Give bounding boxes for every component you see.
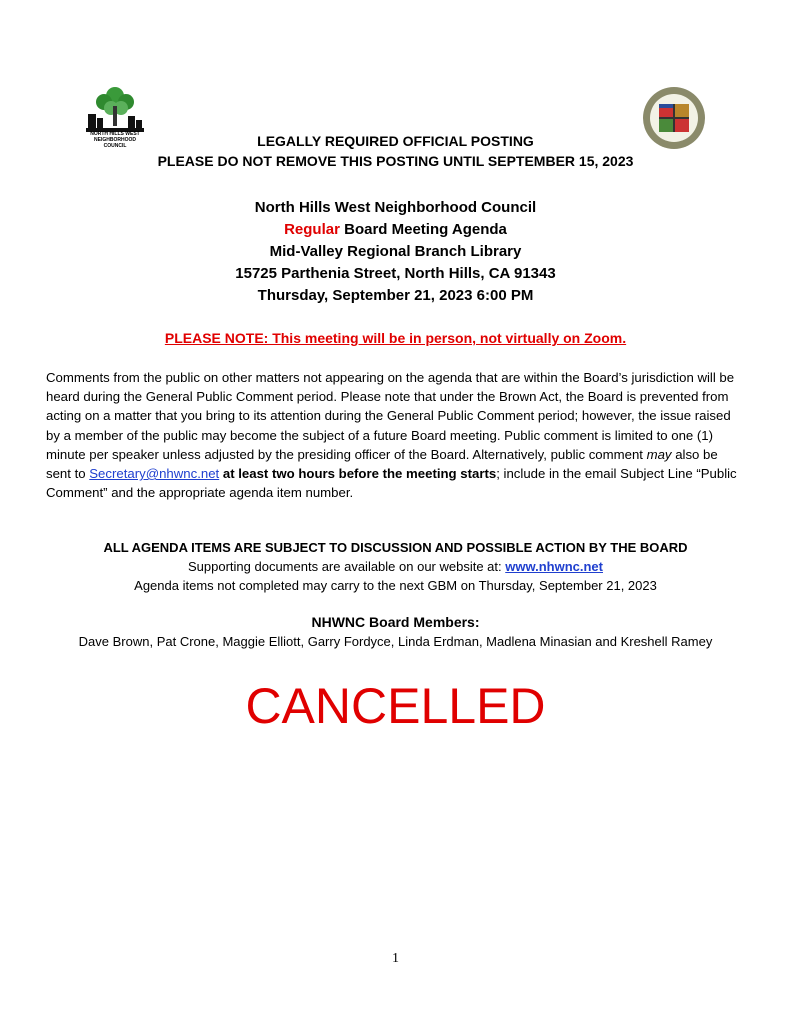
secretary-email-link[interactable]: Secretary@nhwnc.net — [89, 466, 220, 482]
pc-text3: ; include in the email Subject Line “Public Comment” and the appropriate agenda item number. — [46, 466, 737, 501]
pc-text2: also be sent to — [46, 446, 718, 482]
supporting-docs-text: Supporting documents are available on our website at: — [188, 559, 506, 574]
pc-bold: at least two hours before the meeting starts — [219, 466, 497, 482]
council-name: North Hills West Neighborhood Council — [254, 199, 537, 216]
board-heading: NHWNC Board Members: — [311, 614, 480, 630]
board-members: Dave Brown, Pat Crone, Maggie Elliott, Garry Fordyce, Linda Erdman, Madlena Minasian and Kreshell Ramey — [78, 634, 713, 649]
agenda-action-notice: ALL AGENDA ITEMS ARE SUBJECT TO DISCUSSION AND POSSIBLE ACTION BY THE BOARD — [103, 540, 688, 555]
website-link[interactable]: www.nhwnc.net — [505, 559, 603, 574]
logo-text-line2: NEIGHBORHOOD COUNCIL — [94, 137, 136, 149]
logo-text-line1: NORTH HILLS WEST — [90, 131, 140, 137]
page-number: 1 — [392, 951, 399, 966]
meeting-datetime: Thursday, September 21, 2023 6:00 PM — [257, 287, 534, 304]
meeting-type-rest: Board Meeting Agenda — [339, 221, 507, 238]
meeting-address: 15725 Parthenia Street, North Hills, CA 91343 — [235, 265, 556, 282]
posting-title: LEGALLY REQUIRED OFFICIAL POSTING — [257, 133, 534, 149]
in-person-notice: PLEASE NOTE: This meeting will be in person, not virtually on Zoom. — [164, 330, 627, 346]
carry-over-notice: Agenda items not completed may carry to the next GBM on Thursday, September 21, 2023 — [134, 578, 657, 593]
pc-may: may — [646, 446, 672, 462]
posting-warning: PLEASE DO NOT REMOVE THIS POSTING UNTIL SEPTEMBER 15, 2023 — [157, 153, 634, 169]
public-comment-paragraph — [46, 368, 746, 502]
meeting-type — [0, 219, 791, 241]
supporting-docs — [0, 557, 791, 576]
cancelled-status: CANCELLED — [245, 678, 546, 734]
pc-text1: Comments from the public on other matters not appearing on the agenda that are within the Board’s jurisdiction will be heard during the General Public Comment period. Please note that under the Brown Act, the Board is prevented from acting on a matter that you bring to its attention during the General Public Comment period; however, the issue raised by a member of the public may become the subject of a future Board meeting. Public comment is limited to one (1) minute per speaker unless adjusted by the presiding officer of the Board. Alternatively, public comment — [46, 370, 735, 462]
meeting-location: Mid-Valley Regional Branch Library — [269, 243, 522, 260]
meeting-type-regular: Regular — [284, 221, 340, 238]
